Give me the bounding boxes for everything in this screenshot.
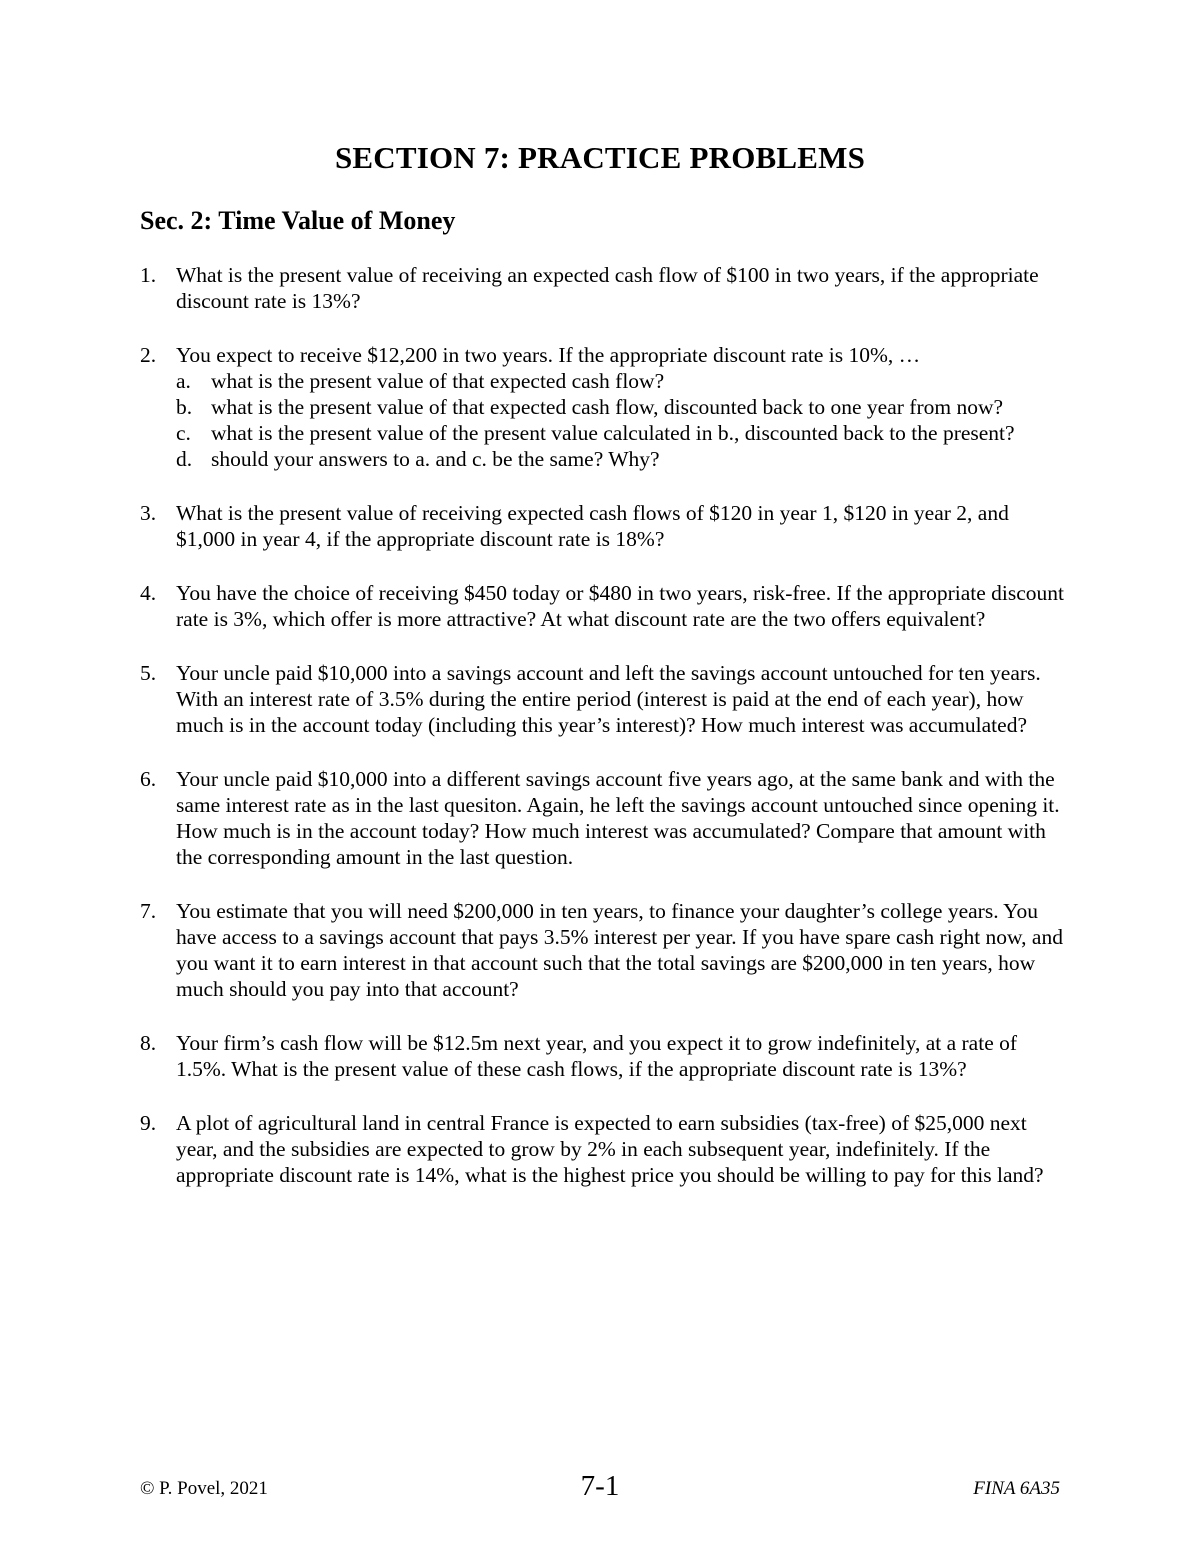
problem-text: What is the present value of receiving an expected cash flow of $100 in two years, if the appropriate discount rate is 13%? [176,263,1039,313]
problem-number: 7. [140,899,157,923]
problem-item [140,898,1065,1002]
problem-text: What is the present value of receiving expected cash flows of $120 in year 1, $120 in year 2, and $1,000 in year 4, if the appropriate discount rate is 18%? [176,501,1009,551]
sub-question [176,420,1065,446]
problem-item [140,766,1065,870]
sub-question-letter: a. [176,369,191,393]
sub-question-text: should your answers to a. and c. be the same? Why? [211,447,660,471]
sub-question [176,368,1065,394]
problem-number: 6. [140,767,157,791]
section-heading: Sec. 2: Time Value of Money [140,206,456,235]
problem-text: Your firm’s cash flow will be $12.5m next year, and you expect it to grow indefinitely, at a rate of 1.5%. What is the present value of these cash flows, if the appropriate discount rate is 13%? [176,1031,1018,1081]
problem-number: 5. [140,661,157,685]
problem-text: Your uncle paid $10,000 into a different savings account five years ago, at the same bank and with the same interest rate as in the last quesiton. Again, he left the savings account untouched since opening it. How much is in the account today? How much interest was accumulated? Compare that amount with the corresponding amount in the last question. [176,767,1060,869]
problem-item [140,580,1065,632]
sub-question-letter: c. [176,421,191,445]
problem-item [140,342,1065,472]
sub-question-list [176,368,1065,472]
problem-item [140,1030,1065,1082]
sub-question-text: what is the present value of that expected cash flow, discounted back to one year from now? [211,395,1004,419]
problem-text: You estimate that you will need $200,000 in ten years, to finance your daughter’s college years. You have access to a savings account that pays 3.5% interest per year. If you have spare cash right now, and you want it to earn interest in that account such that the total savings are $200,000 in ten years, how much should you pay into that account? [176,899,1063,1001]
problem-text: Your uncle paid $10,000 into a savings account and left the savings account untouched for ten years. With an interest rate of 3.5% during the entire period (interest is paid at the end of each year), how much is in the account today (including this year’s interest)? How much interest was accumulated? [176,661,1041,737]
problem-number: 2. [140,343,157,367]
problem-item [140,1110,1065,1188]
sub-question-text: what is the present value of the present value calculated in b., discounted back to the present? [211,421,1015,445]
problem-number: 9. [140,1111,157,1135]
problem-number: 1. [140,263,157,287]
copyright-notice: © P. Povel, 2021 [140,1478,268,1499]
course-code: FINA 6A35 [973,1478,1060,1499]
page-number: 7-1 [580,1470,620,1502]
problem-text: A plot of agricultural land in central France is expected to earn subsidies (tax-free) of $25,000 next year, and the subsidies are expected to grow by 2% in each subsequent year, indefinitely. If the appropriate discount rate is 14%, what is the highest price you should be willing to pay for this land? [176,1111,1044,1187]
sub-question [176,446,1065,472]
sub-question-letter: d. [176,447,193,471]
problem-item [140,262,1065,314]
page-title: SECTION 7: PRACTICE PROBLEMS [334,140,866,175]
problem-number: 3. [140,501,157,525]
sub-question [176,394,1065,420]
problem-number: 4. [140,581,157,605]
problem-text: You have the choice of receiving $450 today or $480 in two years, risk-free. If the appropriate discount rate is 3%, which offer is more attractive? At what discount rate are the two offers equivalent? [176,581,1065,631]
problem-item [140,500,1065,552]
problem-item [140,660,1065,738]
problem-list [140,262,1065,1216]
sub-question-letter: b. [176,395,193,419]
page-footer [140,1470,1060,1510]
problem-text: You expect to receive $12,200 in two years. If the appropriate discount rate is 10%, … [176,343,921,367]
problem-number: 8. [140,1031,157,1055]
sub-question-text: what is the present value of that expected cash flow? [211,369,665,393]
